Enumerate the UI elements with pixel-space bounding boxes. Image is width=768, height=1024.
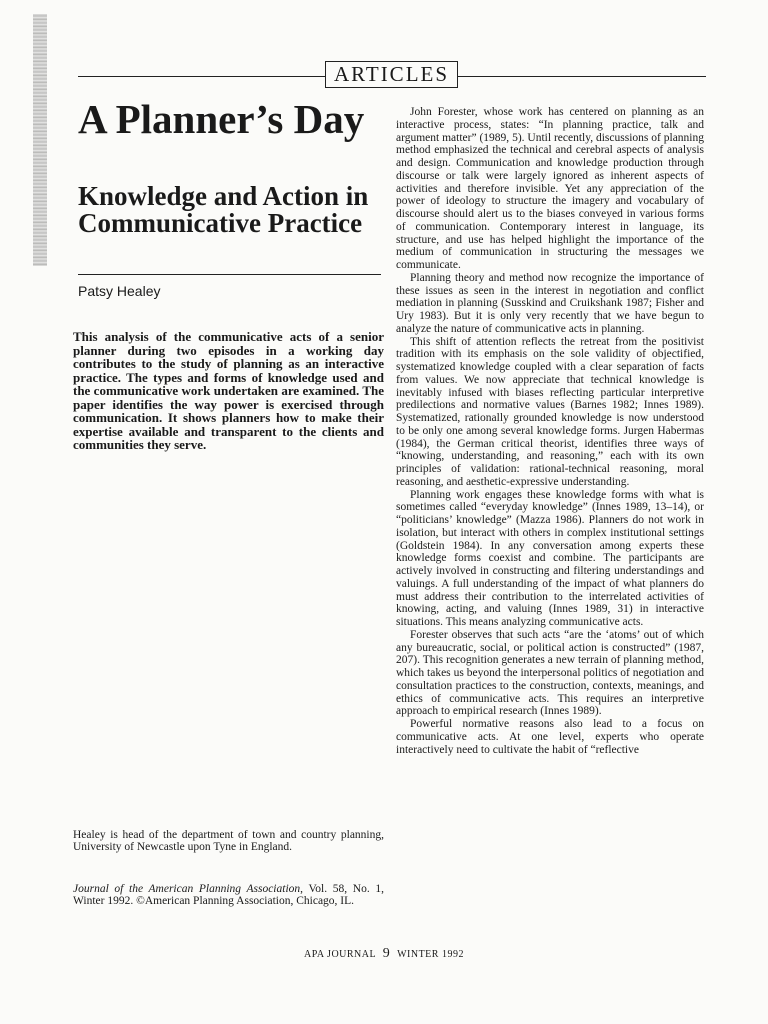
body-paragraph: Powerful normative reasons also lead to a focus on communicative acts. At one level, experts who operate interactively need to cultivate the habit of “reflective: [396, 718, 704, 756]
body-paragraph: Forester observes that such acts “are the ‘atoms’ out of which any bureaucratic, social, or political action is constructed” (1987, 207). This recognition generates a new terrain of planning method, which takes us beyond the interpersonal politics of negotiation and consultation practices to the construction, contexts, meanings, and ethics of communicative acts. This requires an interpretive approach to empirical research (Innes 1989).: [396, 628, 704, 718]
author-name: Patsy Healey: [78, 283, 161, 299]
article-subtitle: Knowledge and Action in Communicative Practice: [78, 181, 369, 238]
footer-journal: APA JOURNAL: [304, 949, 376, 960]
citation: [73, 883, 384, 907]
body-text: [396, 106, 704, 756]
body-paragraph: Planning work engages these knowledge forms with what is sometimes called “everyday knowledge” (Innes 1989, 13–14), or “politicians’ knowledge” (Mazza 1986). Planners do not work in isolation, but interact with others in complex institutional settings (Goldstein 1984). In any conversation among experts these knowledge forms coexist and combine. The participants are actively involved in constructing and filtering understandings and valuings. A full understanding of the impact of what planners do must address their contribution to the interrelated activities of knowing, acting, and valuing (Innes 1989, 31) in interactive situations. This means analyzing communicative acts.: [396, 488, 704, 628]
header-rule-right: [458, 76, 706, 77]
body-paragraph: John Forester, whose work has centered on planning as an interactive process, states: “In planning practice, talk and argument matter” (1989, 5). Until recently, discussions of planning method emphasized the technical and cerebral aspects of analysis and design. Communication and knowledge production through discourse or talk were largely ignored as inherent aspects of activities and therefore invisible. Yet any appreciation of the power of ideology to structure the imagery and vocabulary of discourse should alert us to the biases conveyed in various forms of communication. Contemporary interest in language, its structure, and use has helped highlight the importance of the medium of communication in structuring the messages we communicate.: [396, 106, 704, 271]
page-footer: [0, 946, 768, 962]
author-bio: Healey is head of the department of town and country planning, University of Newcastle upon Tyne in England.: [73, 829, 384, 853]
body-paragraph: This shift of attention reflects the retreat from the positivist tradition with its emphasis on the sole validity of objectified, systematized knowledge coupled with a clear separation of facts from values. We now appreciate that technical knowledge is inevitably infused with biases reflecting particular interpretive predilections and normative values (Barnes 1982; Innes 1989). Systematized, rationally grounded knowledge is now understood to be only one among several knowledge forms. Jurgen Habermas (1984), the German critical theorist, identifies three ways of “knowing, understanding, and reasoning,” each with its own principles of validation: rational-technical reasoning, moral reasoning, and aesthetic-expressive understanding.: [396, 335, 704, 488]
citation-details: , Vol. 58, No. 1, Winter 1992. ©American Planning Association, Chicago, IL.: [73, 883, 384, 907]
citation-journal: Journal of the American Planning Association: [73, 883, 301, 895]
scan-edge-artifact: [33, 14, 47, 266]
article-title: A Planner’s Day: [78, 96, 365, 142]
footer-issue: WINTER 1992: [397, 949, 464, 960]
body-paragraph: Planning theory and method now recognize the importance of these issues as seen in the interest in negotiation and conflict mediation in planning (Susskind and Cruikshank 1987; Fisher and Ury 1983). But it is only very recently that we have begun to analyze the nature of communicative acts in planning.: [396, 271, 704, 335]
title-rule: [78, 274, 381, 275]
abstract: This analysis of the communicative acts of a senior planner during two episodes in a working day contributes to the study of planning as an interactive practice. The types and forms of knowledge used and the communicative work undertaken are examined. The paper identifies the way power is exercised through communication. It shows planners how to make their expertise available and transparent to the clients and communities they serve.: [73, 329, 384, 452]
header-rule-left: [78, 76, 325, 77]
page-number: 9: [382, 946, 391, 961]
section-label: ARTICLES: [325, 61, 458, 88]
